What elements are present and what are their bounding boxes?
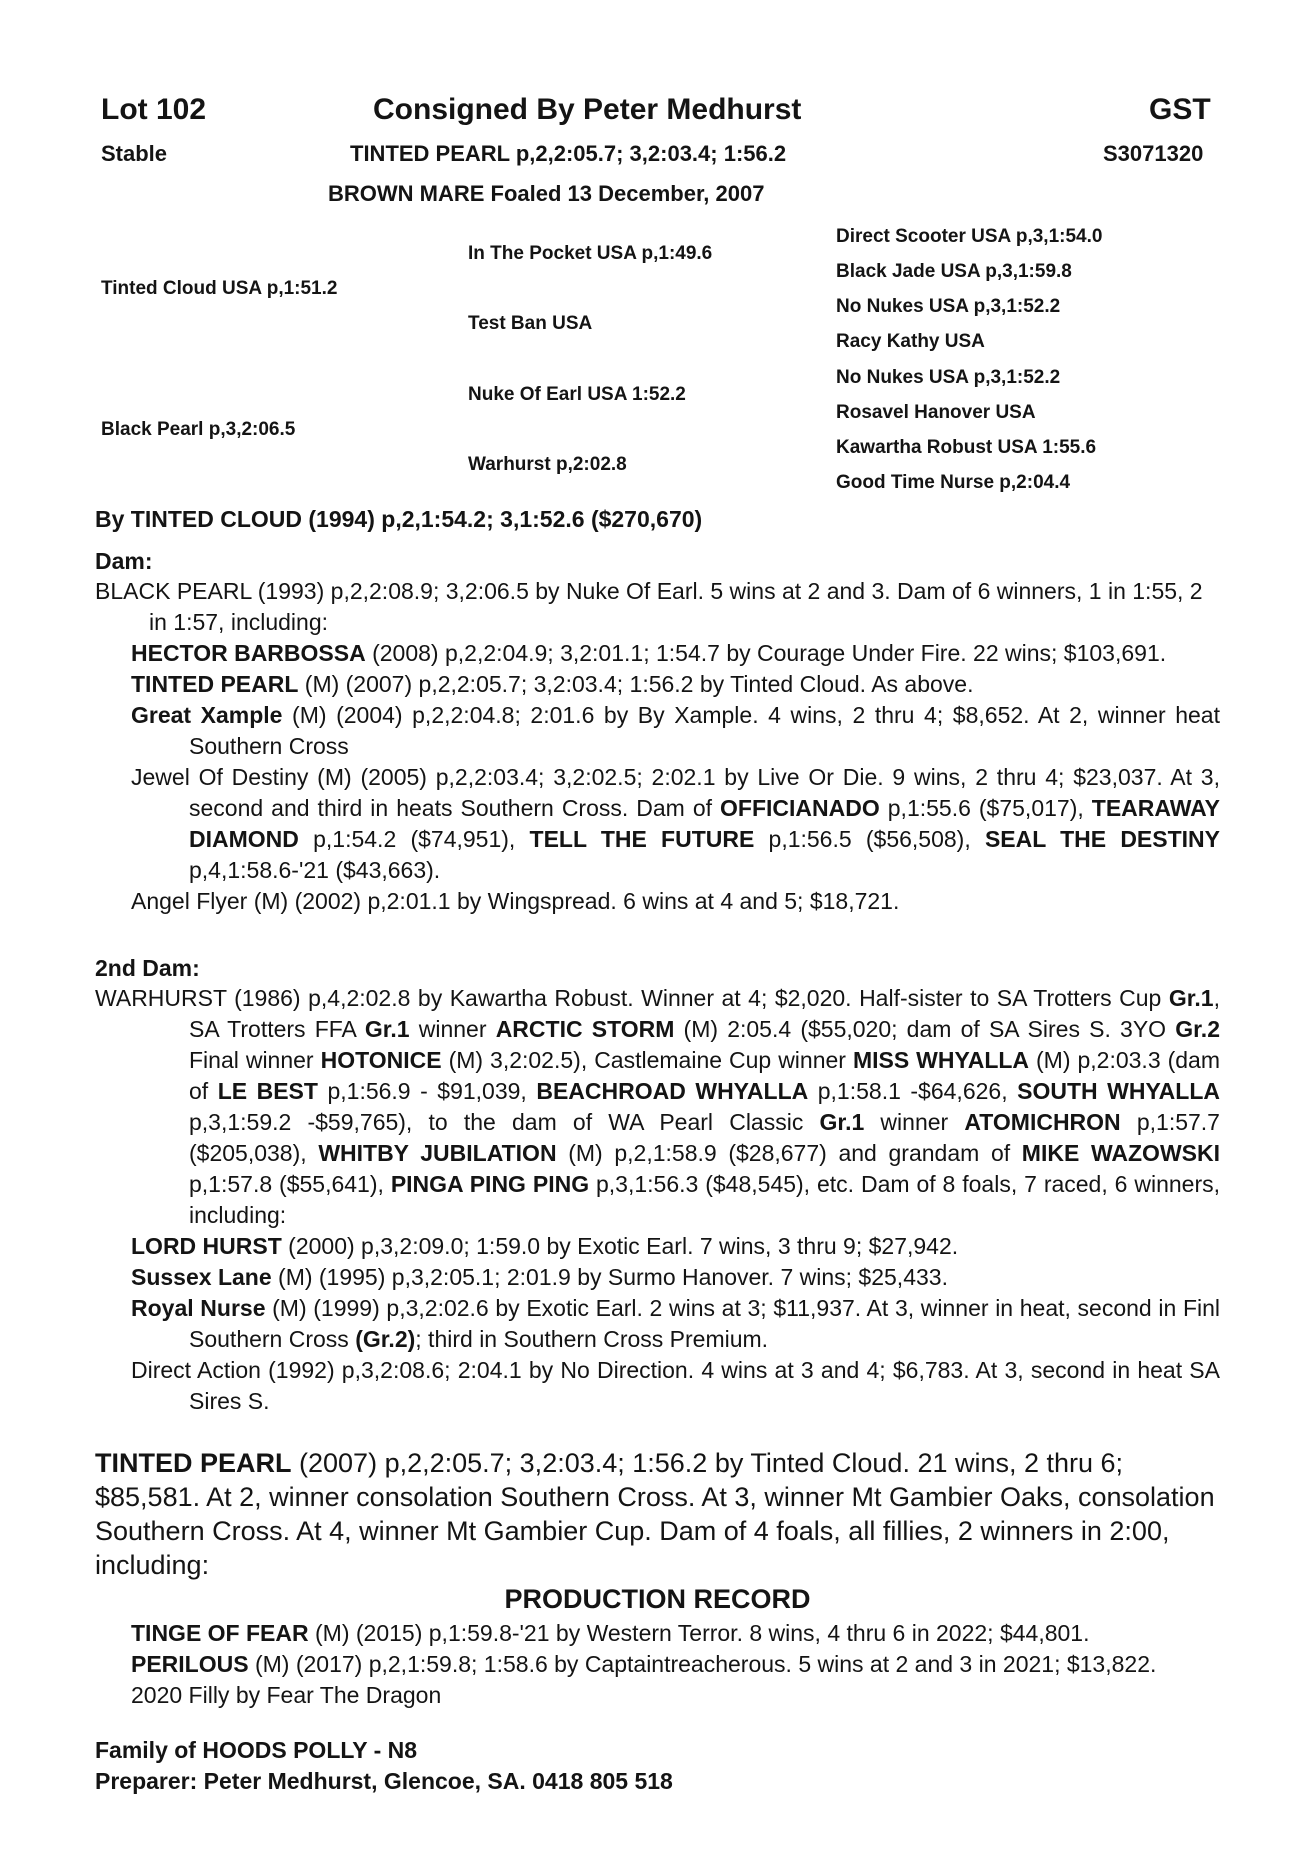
second-dam-section [95,983,1220,1417]
text-segment: p,3,1:56.3 ($48,545), etc. Dam of 8 foals, 7 raced, 6 winners, including: [189,1171,1221,1228]
text-segment: p,1:57.7 ($205,038), [189,1109,1220,1166]
horse-summary [95,1446,1220,1582]
pedigree-dam-dam: Warhurst p,2:02.8 [468,454,627,475]
progeny-details: Angel Flyer (M) (2002) p,2:01.1 by Wingspread. 6 wins at 4 and 5; $18,721. [131,888,900,914]
pedigree-gen3: Racy Kathy USA [836,331,985,352]
production-heading: PRODUCTION RECORD [504,1584,811,1614]
text-segment: p,1:55.6 ($75,017), [879,795,1092,821]
text-segment: PINGA PING PING [390,1171,590,1197]
text-segment: (M) 3,2:02.5), Castlemaine Cup winner [441,1047,853,1073]
pedigree-sire: Tinted Cloud USA p,1:51.2 [101,278,338,299]
consignor: Consigned By Peter Medhurst [373,93,802,126]
text-segment: OFFICIANADO [720,795,880,821]
progeny-details: (2000) p,3,2:09.0; 1:59.0 by Exotic Earl. 7 wins, 3 thru 9; $27,942. [281,1233,959,1259]
progeny-entry [95,1293,1220,1355]
progeny-entry [95,1231,1220,1262]
text-segment: Final winner [189,1047,321,1073]
production-record [95,1618,1220,1711]
progeny-entry [95,886,1220,917]
text-segment: WHITBY JUBILATION [318,1140,557,1166]
horse-id: S3071320 [1103,141,1204,166]
text-segment: BEACHROAD WHYALLA [536,1078,809,1104]
text-segment: TELL THE FUTURE [529,826,755,852]
text-segment: (M) p,2,1:58.9 ($28,677) and grandam of [556,1140,1022,1166]
production-entry [95,1618,1220,1649]
text-segment: Gr.1 [819,1109,865,1135]
progeny-name: HECTOR BARBOSSA [131,640,366,666]
horse-description: BROWN MARE Foaled 13 December, 2007 [328,181,765,206]
text-segment: p,1:58.1 -$64,626, [808,1078,1018,1104]
progeny-entry [95,1262,1220,1293]
progeny-details: (M) (2004) p,2,2:04.8; 2:01.6 by By Xample. 4 wins, 2 thru 4; $8,652. At 2, winner heat Southern Cross [189,702,1220,759]
text-segment: (M) (1999) p,3,2:02.6 by Exotic Earl. 2 wins at 3; $11,937. At 3, winner in heat, second in Finl Southern Cross [189,1295,1220,1352]
foal-details: (M) (2015) p,1:59.8-'21 by Western Terror. 8 wins, 4 thru 6 in 2022; $44,801. [308,1620,1090,1646]
family-line: Family of HOODS POLLY - N8 [95,1737,418,1763]
text-segment: Jewel Of Destiny (M) (2005) p,2,2:03.4; 3,2:02.5; 2:02.1 by Live Or Die. 9 wins, 2 thru 4; $23,037. At 3, second and third in heats Southern Cross. Dam of [131,764,1220,821]
text-segment: winner [409,1016,496,1042]
production-entry [95,1680,1220,1711]
progeny-details: (M) (2007) p,2,2:05.7; 3,2:03.4; 1:56.2 by Tinted Cloud. As above. [298,671,974,697]
text-segment: winner [864,1109,965,1135]
pedigree-gen3: Kawartha Robust USA 1:55.6 [836,437,1097,458]
progeny-details: (M) (1995) p,3,2:05.1; 2:01.9 by Surmo Hanover. 7 wins; $25,433. [271,1264,948,1290]
text-segment: TEARAWAY DIAMOND [189,795,1220,852]
foal-details: 2020 Filly by Fear The Dragon [131,1682,442,1708]
second-dam-heading: 2nd Dam: [95,955,200,981]
text-segment: p,1:57.8 ($55,641), [189,1171,391,1197]
text-segment: HOTONICE [320,1047,442,1073]
text-segment: p,1:54.2 ($74,951), [298,826,530,852]
dam-heading: Dam: [95,548,153,574]
progeny-entry [95,669,1220,700]
text-segment: MIKE WAZOWSKI [1021,1140,1220,1166]
text-segment: Gr.2 [1175,1016,1220,1042]
progeny-details: Direct Action (1992) p,3,2:08.6; 2:04.1 by No Direction. 4 wins at 3 and 4; $6,783. At 3, second in heat SA Sires S. [131,1357,1220,1414]
horse-line: TINTED PEARL p,2,2:05.7; 3,2:03.4; 1:56.2 [350,141,787,166]
pedigree-gen3: Rosavel Hanover USA [836,402,1036,423]
text-segment: p,3,1:59.2 -$59,765), to the dam of WA Pearl Classic [189,1109,820,1135]
progeny-entry [95,700,1220,762]
text-segment: (M) 2:05.4 ($55,020; dam of SA Sires S. 3YO [674,1016,1176,1042]
text-segment: (Gr.2) [355,1326,416,1352]
progeny-name: LORD HURST [131,1233,282,1259]
lot-number: Lot 102 [101,93,207,126]
foal-details: (M) (2017) p,2,1:59.8; 1:58.6 by Captaintreacherous. 5 wins at 2 and 3 in 2021; $13,822. [248,1651,1157,1677]
text-segment: Royal Nurse [131,1295,266,1321]
pedigree-dam: Black Pearl p,3,2:06.5 [101,419,296,440]
text-segment: Gr.1 [1168,985,1214,1011]
text-segment: Gr.1 [364,1016,410,1042]
preparer-line: Preparer: Peter Medhurst, Glencoe, SA. 0418 805 518 [95,1768,673,1794]
pedigree-gen3: No Nukes USA p,3,1:52.2 [836,296,1061,317]
foal-name: PERILOUS [131,1651,249,1677]
code: GST [1149,93,1211,126]
second-dam-entry [95,983,1220,1231]
pedigree-sire-sire: In The Pocket USA p,1:49.6 [468,243,713,264]
sire-summary: By TINTED CLOUD (1994) p,2,1:54.2; 3,1:52.6 ($270,670) [95,506,703,532]
production-entry [95,1649,1220,1680]
text-segment: p,1:56.9 - $91,039, [317,1078,537,1104]
summary-name: TINTED PEARL [95,1448,292,1478]
text-segment: WARHURST (1986) p,4,2:02.8 by Kawartha Robust. Winner at 4; $2,020. Half-sister to SA Trotters Cup [95,985,1169,1011]
text-segment: p,1:56.5 ($56,508), [754,826,985,852]
progeny-details: (2008) p,2,2:04.9; 3,2:01.1; 1:54.7 by Courage Under Fire. 22 wins; $103,691. [365,640,1167,666]
text-segment: LE BEST [217,1078,318,1104]
pedigree-gen3: Black Jade USA p,3,1:59.8 [836,261,1072,282]
progeny-entry [95,1355,1220,1417]
pedigree-gen3: Direct Scooter USA p,3,1:54.0 [836,226,1103,247]
progeny-entry [95,638,1220,669]
text-segment: p,4,1:58.6-'21 ($43,663). [189,857,441,883]
text-segment: , SA Trotters FFA [189,985,1220,1042]
pedigree-gen3: No Nukes USA p,3,1:52.2 [836,367,1061,388]
text-segment: MISS WHYALLA [852,1047,1030,1073]
text-segment: ARCTIC STORM [495,1016,675,1042]
progeny-name: Great Xample [131,702,283,728]
progeny-name: TINTED PEARL [131,671,299,697]
pedigree-gen3: Good Time Nurse p,2:04.4 [836,472,1071,493]
dam-entry: BLACK PEARL (1993) p,2,2:08.9; 3,2:06.5 by Nuke Of Earl. 5 wins at 2 and 3. Dam of 6 winners, 1 in 1:55, 2 in 1:57, including: [95,578,1203,635]
text-segment: ATOMICHRON [964,1109,1121,1135]
text-segment: ; third in Southern Cross Premium. [415,1326,769,1352]
text-segment: (M) p,2:03.3 (dam of [189,1047,1220,1104]
dam-section [95,576,1220,917]
summary-details: (2007) p,2,2:05.7; 3,2:03.4; 1:56.2 by Tinted Cloud. 21 wins, 2 thru 6; $85,581. At 2, winner consolation Southern Cross. At 3, winner Mt Gambier Oaks, consolation Southern Cross. At 4, winner Mt Gambier Cup. Dam of 4 foals, all fillies, 2 winners in 2:00, including: [95,1448,1215,1580]
foal-name: TINGE OF FEAR [131,1620,309,1646]
pedigree-dam-sire: Nuke Of Earl USA 1:52.2 [468,384,686,405]
pedigree-sire-dam: Test Ban USA [468,313,593,334]
text-segment: SEAL THE DESTINY [984,826,1220,852]
progeny-entry [95,762,1220,886]
stable-label: Stable [101,141,168,166]
text-segment: SOUTH WHYALLA [1017,1078,1220,1104]
progeny-name: Sussex Lane [131,1264,272,1290]
